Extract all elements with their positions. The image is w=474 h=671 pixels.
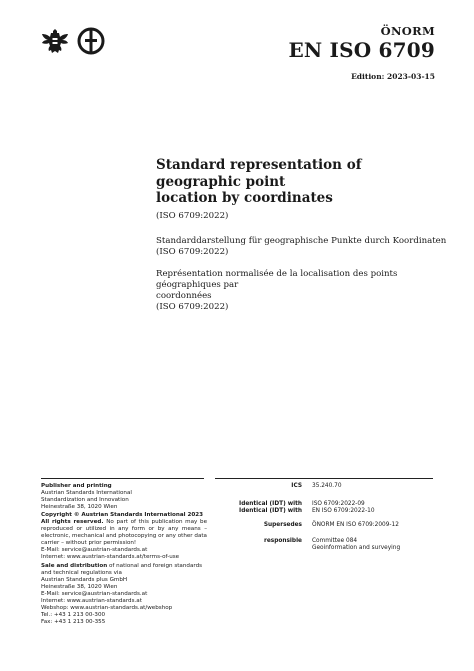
german-title-line: (ISO 6709:2022) xyxy=(156,247,229,257)
sale-line: Austrian Standards plus GmbH xyxy=(41,576,128,583)
supersedes-label: Supersedes xyxy=(263,522,302,528)
edition-date: Edition: 2023-03-15 xyxy=(351,72,435,81)
publisher-internet: Internet: www.austrian-standards.at/terms-of-use xyxy=(41,554,180,561)
publisher-heading: Publisher and printing xyxy=(41,483,112,489)
idt-value: ISO 6709:2022-09 xyxy=(312,501,365,507)
iso-reference: (ISO 6709:2022) xyxy=(156,211,229,221)
publisher-line: Standardization and Innovation xyxy=(41,497,129,504)
ics-label: ICS xyxy=(291,483,302,489)
sale-line: E-Mail: service@austrian-standards.at xyxy=(41,590,148,597)
sale-line: Internet: www.austrian-standards.at xyxy=(41,597,142,604)
responsible-value: Geoinformation and surveying xyxy=(312,545,401,551)
supersedes-value: ÖNORM EN ISO 6709:2009-12 xyxy=(312,522,399,528)
ics-value: 35.240.70 xyxy=(312,483,342,489)
sale-line: Heinestraße 38, 1020 Wien xyxy=(41,583,118,590)
copyright-line: Copyright © Austrian Standards International 2023 xyxy=(41,512,204,519)
publisher-line: Austrian Standards International xyxy=(41,490,132,497)
sale-line: Webshop: www.austrian-standards.at/webshop xyxy=(41,604,173,611)
sale-label: Sale and distribution xyxy=(41,562,108,569)
rights-text: No part of this publication may be reproduced or utilized in any form or by any means – electronic, mechanical and photocopying or any other data carrier – without prior permission! xyxy=(41,519,208,547)
responsible-value: Committee 084 xyxy=(312,538,358,544)
sale-line: Fax: +43 1 213 00-355 xyxy=(41,618,106,625)
french-title-line: (ISO 6709:2022) xyxy=(156,302,229,312)
french-title-line: coordonnées xyxy=(156,291,212,301)
standard-prefix: ÖNORM xyxy=(380,24,435,38)
title-line: Standard representation of geographic point xyxy=(156,157,362,190)
title-line: location by coordinates xyxy=(156,190,333,206)
responsible-label: responsible xyxy=(263,538,302,544)
publisher-line: Heinestraße 38, 1020 Wien xyxy=(41,504,118,511)
french-title-line: Représentation normalisée de la localisation des points géographiques par xyxy=(156,269,398,290)
sale-text: of national and foreign standards and technical regulations via xyxy=(41,562,203,576)
german-title-line: Standarddarstellung für geographische Punkte durch Koordinaten xyxy=(156,236,447,246)
rights-label: All rights reserved. xyxy=(41,519,104,526)
publisher-email: E-Mail: service@austrian-standards.at xyxy=(41,547,148,554)
sale-line: Tel.: +43 1 213 00-300 xyxy=(41,611,106,618)
standard-number: EN ISO 6709 xyxy=(288,38,435,62)
idt-label: Identical (IDT) with xyxy=(239,501,302,507)
idt-label: Identical (IDT) with xyxy=(239,508,302,514)
idt-value: EN ISO 6709:2022-10 xyxy=(312,508,375,514)
